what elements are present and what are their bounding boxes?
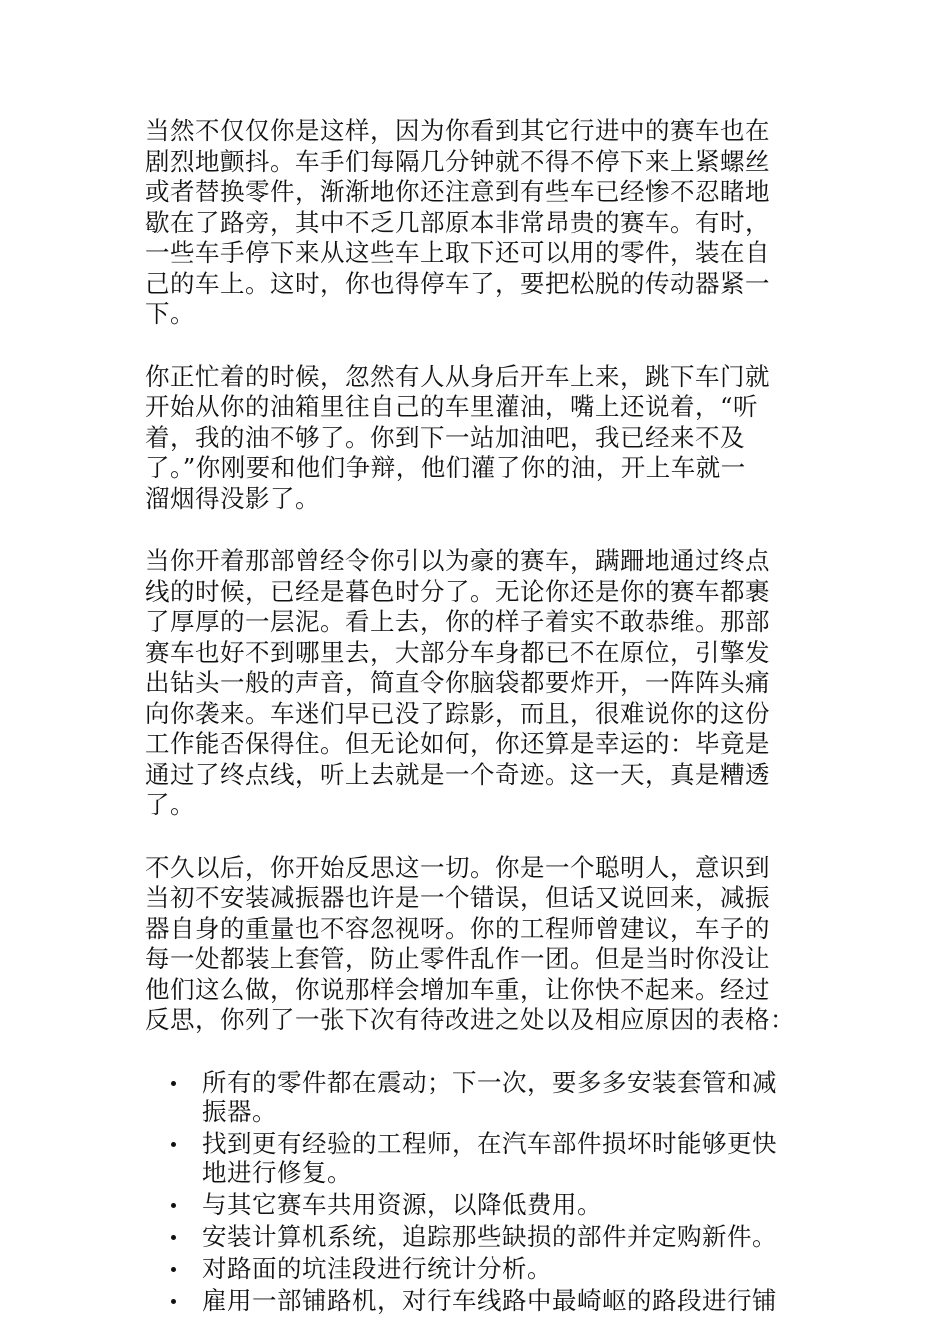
paragraph-line: 歇在了路旁，其中不乏几部原本非常昂贵的赛车。有时， xyxy=(145,207,770,237)
paragraph-line: 溜烟得没影了。 xyxy=(145,483,320,513)
bullet-icon xyxy=(171,1299,176,1304)
document-page xyxy=(145,116,810,1318)
list-item xyxy=(145,1129,810,1187)
paragraph-line: 当初不安装减振器也许是一个错误，但话又说回来，减振 xyxy=(145,883,770,912)
list-item xyxy=(145,1190,810,1219)
paragraph-line: 当你开着那部曾经令你引以为豪的赛车，蹒跚地通过终点 xyxy=(145,546,770,575)
bullet-icon xyxy=(171,1203,176,1208)
list-item xyxy=(145,1222,810,1251)
bullet-icon xyxy=(171,1235,176,1240)
paragraph-line: 出钻头一般的声音，简直令你脑袋都要炸开，一阵阵头痛 xyxy=(145,668,770,697)
list-item-line: 找到更有经验的工程师，在汽车部件损坏时能够更快 xyxy=(202,1128,777,1158)
list-item xyxy=(145,1068,810,1126)
list-item-line: 安装计算机系统，追踪那些缺损的部件并定购新件。 xyxy=(202,1221,777,1251)
paragraph-line: 向你袭来。车迷们早已没了踪影，而且，很难说你的这份 xyxy=(145,698,770,728)
paragraph-line: 一些车手停下来从这些车上取下还可以用的零件，装在自 xyxy=(145,238,770,267)
bullet-icon xyxy=(171,1267,176,1272)
paragraph-line: 了厚厚的一层泥。看上去，你的样子着实不敢恭维。那部 xyxy=(145,607,770,636)
paragraph-3 xyxy=(145,546,810,821)
paragraph-line: 通过了终点线，听上去就是一个奇迹。这一天，真是糟透 xyxy=(145,759,770,789)
list-item-line: 地进行修复。 xyxy=(202,1157,352,1187)
bullet-icon xyxy=(171,1142,176,1147)
paragraph-1 xyxy=(145,116,810,330)
paragraph-2 xyxy=(145,362,810,515)
list-item xyxy=(145,1254,810,1283)
list-item-line: 振器。 xyxy=(202,1096,277,1126)
list-item xyxy=(145,1286,810,1315)
list-item-line: 所有的零件都在震动；下一次，要多多安装套管和减 xyxy=(202,1067,777,1097)
paragraph-line: 开始从你的油箱里往自己的车里灌油，嘴上还说着，“听 xyxy=(145,392,759,421)
paragraph-line: 当然不仅仅你是这样，因为你看到其它行进中的赛车也在 xyxy=(145,116,770,145)
paragraph-line: 不久以后，你开始反思这一切。你是一个聪明人，意识到 xyxy=(145,852,770,882)
paragraph-line: 线的时候，已经是暮色时分了。无论你还是你的赛车都裹 xyxy=(145,576,770,606)
paragraph-line: 每一处都装上套管，防止零件乱作一团。但是当时你没让 xyxy=(145,944,770,973)
paragraph-line: 赛车也好不到哪里去，大部分车身都已不在原位，引擎发 xyxy=(145,637,770,667)
list-item-line: 与其它赛车共用资源，以降低费用。 xyxy=(202,1189,602,1219)
list-item-line: 雇用一部铺路机，对行车线路中最崎岖的路段进行铺 xyxy=(202,1285,777,1315)
improvement-list xyxy=(145,1068,810,1315)
paragraph-line: 下。 xyxy=(145,299,195,328)
paragraph-line: 器自身的重量也不容忽视呀。你的工程师曾建议，车子的 xyxy=(145,913,770,943)
paragraph-line: 反思，你列了一张下次有待改进之处以及相应原因的表格： xyxy=(145,1005,795,1034)
paragraph-line: 了。 xyxy=(145,790,195,819)
paragraph-line: 己的车上。这时，你也得停车了，要把松脱的传动器紧一 xyxy=(145,268,770,298)
list-item-line: 对路面的坑洼段进行统计分析。 xyxy=(202,1253,552,1283)
paragraph-line: 剧烈地颤抖。车手们每隔几分钟就不得不停下来上紧螺丝 xyxy=(145,146,770,176)
bullet-icon xyxy=(171,1081,176,1086)
paragraph-line: 或者替换零件，渐渐地你还注意到有些车已经惨不忍睹地 xyxy=(145,177,770,206)
paragraph-line: 了。”你刚要和他们争辩，他们灌了你的油，开上车就一 xyxy=(145,453,746,482)
paragraph-4 xyxy=(145,853,810,1036)
paragraph-line: 你正忙着的时候，忽然有人从身后开车上来，跳下车门就 xyxy=(145,361,770,391)
paragraph-line: 工作能否保得住。但无论如何，你还算是幸运的：毕竟是 xyxy=(145,729,770,758)
paragraph-line: 他们这么做，你说那样会增加车重，让你快不起来。经过 xyxy=(145,974,770,1004)
paragraph-line: 着，我的油不够了。你到下一站加油吧，我已经来不及 xyxy=(145,422,745,452)
